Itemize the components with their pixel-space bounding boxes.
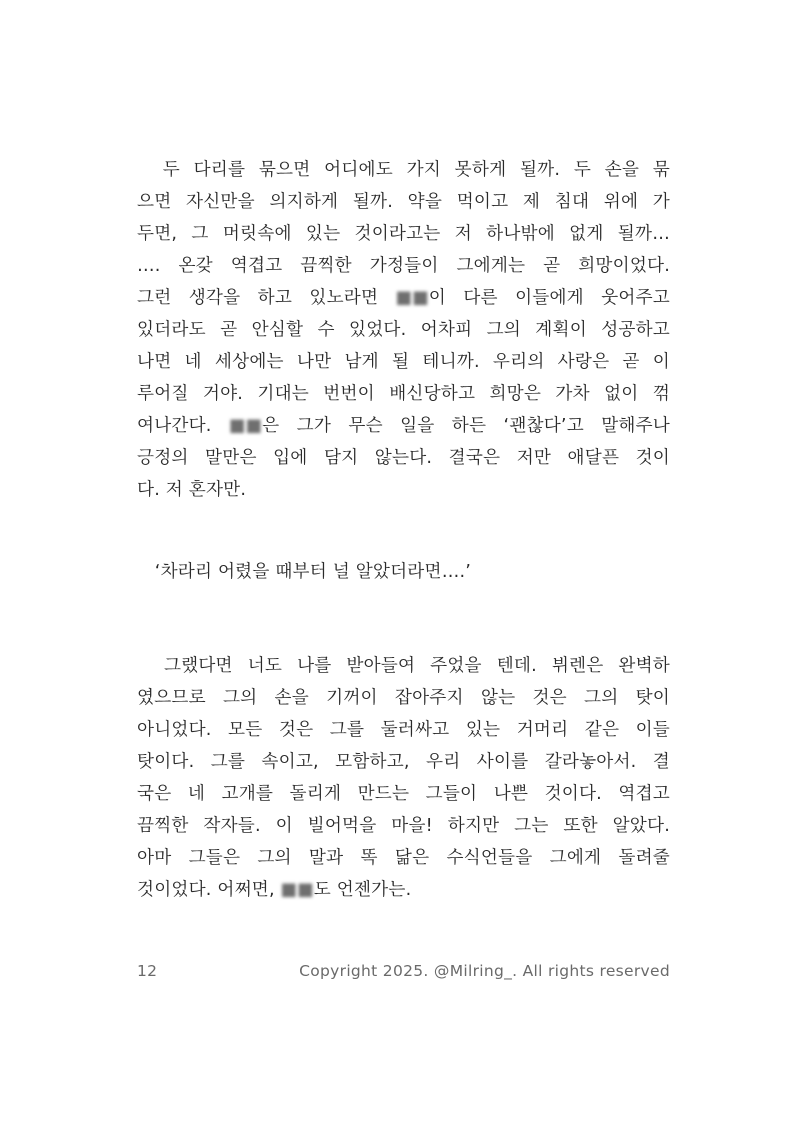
text-line: 루어질 거야. 기대는 번번이 배신당하고 희망은 가차 없이 꺾 (137, 384, 670, 404)
text-line: 긍정의 말만은 입에 담지 않는다. 결국은 저만 애달픈 것이 (137, 448, 670, 468)
copyright-notice: Copyright 2025. @Milring_. All rights reserved (299, 962, 670, 980)
page-footer (137, 958, 670, 986)
paragraph-3 (137, 650, 670, 906)
text-line: 끔찍한 작자들. 이 빌어먹을 마을! 하지만 그는 또한 알았다. (137, 816, 670, 836)
text-line (137, 410, 670, 442)
text-line (137, 282, 670, 314)
text-line (137, 874, 670, 906)
paragraph-1 (137, 154, 670, 506)
text-line: 였으므로 그의 손을 기꺼이 잡아주지 않는 것은 그의 탓이 (137, 688, 670, 708)
redacted-name: ■■ (228, 416, 263, 436)
text-segment: 이 다른 이들에게 웃어주고 (428, 288, 670, 308)
page-number: 12 (137, 962, 158, 980)
text-segment: 것이었다. 어쩌면, (137, 880, 281, 900)
text-line: …. 온갖 역겹고 끔찍한 가정들이 그에게는 곧 희망이었다. (137, 256, 670, 276)
text-line: 있더라도 곧 안심할 수 있었다. 어차피 그의 계획이 성공하고 (137, 320, 670, 340)
quote-line: ‘차라리 어렸을 때부터 널 알았더라면….’ (137, 562, 472, 582)
text-line: 으면 자신만을 의지하게 될까. 약을 먹이고 제 침대 위에 가 (137, 192, 670, 212)
text-line: 국은 네 고개를 돌리게 만드는 그들이 나쁜 것이다. 역겹고 (137, 784, 670, 804)
text-segment: 여나간다. (137, 416, 229, 436)
text-line: 다. 저 혼자만. (137, 480, 247, 500)
text-line: 아마 그들은 그의 말과 똑 닮은 수식언들을 그에게 돌려줄 (137, 848, 670, 868)
text-line: 두면, 그 머릿속에 있는 것이라고는 저 하나밖에 없게 될까… (137, 224, 670, 244)
text-segment: 그런 생각을 하고 있노라면 (137, 288, 396, 308)
text-line: 탓이다. 그를 속이고, 모함하고, 우리 사이를 갈라놓아서. 결 (137, 752, 670, 772)
text-segment: 도 언젠가는. (313, 880, 412, 900)
text-line: 아니었다. 모든 것은 그를 둘러싸고 있는 거머리 같은 이들 (137, 720, 670, 740)
paragraph-2 (137, 556, 670, 588)
text-line: 나면 네 세상에는 나만 남게 될 테니까. 우리의 사랑은 곧 이 (137, 352, 670, 372)
redacted-name: ■■ (280, 880, 314, 900)
text-line: 두 다리를 묶으면 어디에도 가지 못하게 될까. 두 손을 묶 (137, 160, 670, 180)
text-segment: 은 그가 무슨 일을 하든 ‘괜찮다’고 말해주나 (262, 416, 670, 436)
text-line: 그랬다면 너도 나를 받아들여 주었을 텐데. 뷔렌은 완벽하 (137, 656, 670, 676)
redacted-name: ■■ (395, 288, 429, 308)
